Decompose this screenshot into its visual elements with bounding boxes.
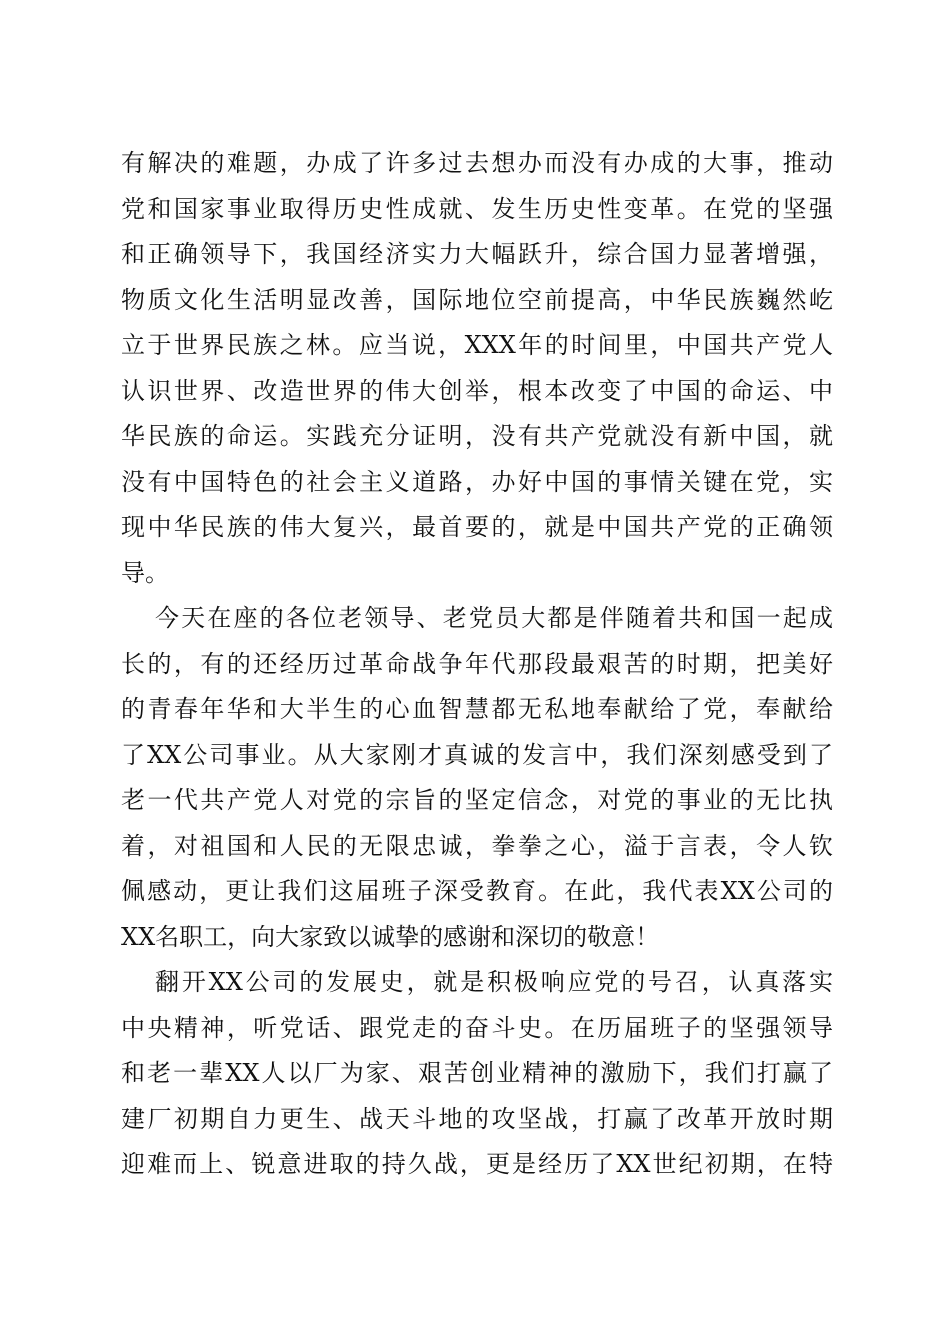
text-line: 和老一辈XX人以厂为家、艰苦创业精神的激励下，我们打赢了 bbox=[121, 1059, 833, 1087]
text-line: 翻开XX公司的发展史，就是积极响应党的号召，认真落实 bbox=[155, 968, 833, 996]
text-line: 认识世界、改造世界的伟大创举，根本改变了中国的命运、中 bbox=[121, 376, 833, 405]
text-line: 着，对祖国和人民的无限忠诚，拳拳之心，溢于言表，令人钦 bbox=[121, 831, 833, 860]
text-line: 党和国家事业取得历史性成就、发生历史性变革。在党的坚强 bbox=[121, 194, 833, 223]
text-line: 物质文化生活明显改善，国际地位空前提高，中华民族巍然屹 bbox=[121, 285, 833, 314]
text-line: 老一代共产党人对党的宗旨的坚定信念，对党的事业的无比执 bbox=[121, 786, 833, 814]
text-line: 的青春年华和大半生的心血智慧都无私地奉献给了党，奉献给 bbox=[121, 695, 833, 723]
text-line: 和正确领导下，我国经济实力大幅跃升，综合国力显著增强， bbox=[121, 240, 833, 268]
document-body bbox=[121, 141, 833, 1188]
paragraph-2 bbox=[121, 596, 833, 960]
text-line: 了XX公司事业。从大家刚才真诚的发言中，我们深刻感受到了 bbox=[121, 740, 833, 769]
text-line: 佩感动，更让我们这届班子深受教育。在此，我代表XX公司的 bbox=[121, 877, 833, 905]
paragraph-1 bbox=[121, 141, 833, 596]
text-line: 长的，有的还经历过革命战争年代那段最艰苦的时期，把美好 bbox=[121, 649, 833, 678]
text-line: 现中华民族的伟大复兴，最首要的，就是中国共产党的正确领 bbox=[121, 513, 833, 541]
text-line: 今天在座的各位老领导、老党员大都是伴随着共和国一起成 bbox=[155, 604, 833, 632]
text-line: 中央精神，听党话、跟党走的奋斗史。在历届班子的坚强领导 bbox=[121, 1013, 833, 1042]
text-line: 迎难而上、锐意进取的持久战，更是经历了XX世纪初期，在特 bbox=[121, 1150, 833, 1178]
text-line: 没有中国特色的社会主义道路，办好中国的事情关键在党，实 bbox=[121, 467, 833, 496]
text-line: 立于世界民族之林。应当说，XXX年的时间里，中国共产党人 bbox=[121, 331, 833, 359]
text-line: 导。 bbox=[121, 558, 169, 587]
text-line: 华民族的命运。实践充分证明，没有共产党就没有新中国，就 bbox=[121, 422, 833, 450]
text-line: XX名职工，向大家致以诚挚的感谢和深切的敬意！ bbox=[121, 922, 660, 951]
text-line: 建厂初期自力更生、战天斗地的攻坚战，打赢了改革开放时期 bbox=[121, 1104, 833, 1133]
text-line: 有解决的难题，办成了许多过去想办而没有办成的大事，推动 bbox=[121, 149, 833, 177]
paragraph-3 bbox=[121, 960, 833, 1188]
